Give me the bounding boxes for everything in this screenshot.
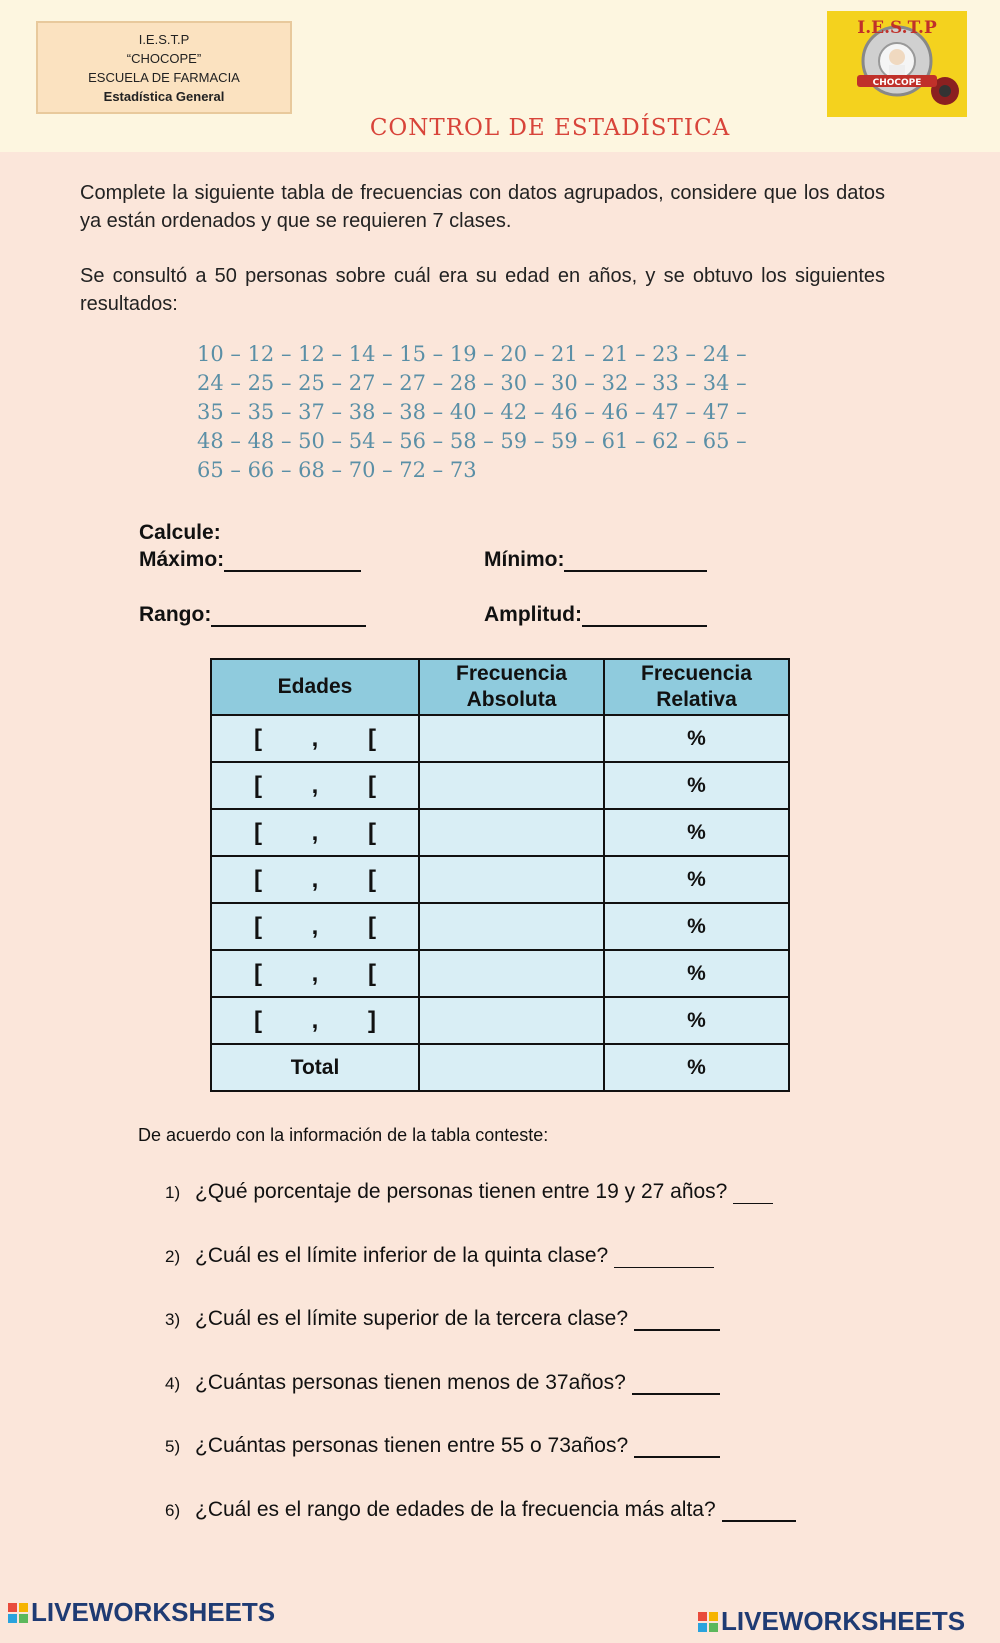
liveworksheets-brand-right: [698, 1606, 965, 1637]
interval-sep: ,: [311, 912, 319, 940]
interval-open: [: [254, 865, 262, 893]
question-number: 6): [165, 1501, 181, 1520]
interval-open: [: [254, 1006, 262, 1034]
question-text: ¿Cuál es el límite superior de la tercera clase?: [195, 1307, 629, 1330]
interval-cell[interactable]: [211, 856, 419, 903]
absolute-frequency-cell[interactable]: [419, 715, 604, 762]
school-line: “CHOCOPE”: [126, 51, 202, 66]
max-field: [139, 548, 361, 572]
brand-text: LIVEWORKSHEETS: [31, 1597, 276, 1627]
question-number: 1): [165, 1183, 181, 1202]
table-row: [211, 997, 789, 1044]
interval-cell[interactable]: [211, 715, 419, 762]
data-line: 48 – 48 – 50 – 54 – 56 – 58 – 59 – 59 – 61 – 62 – 65 –: [197, 429, 747, 453]
interval-close: [: [367, 818, 376, 846]
interval-cell[interactable]: [211, 762, 419, 809]
document-title: CONTROL DE ESTADÍSTICA: [369, 115, 731, 141]
total-label: Total: [211, 1044, 419, 1091]
answer-blank[interactable]: [722, 1500, 796, 1522]
relative-frequency-cell[interactable]: %: [604, 715, 789, 762]
question-text: ¿Cuál es el rango de edades de la frecuencia más alta?: [195, 1498, 716, 1521]
question-3: [165, 1307, 720, 1331]
interval-cell[interactable]: [211, 997, 419, 1044]
interval-close: [: [367, 865, 376, 893]
data-line: 24 – 25 – 25 – 27 – 27 – 28 – 30 – 30 – 32 – 33 – 34 –: [197, 371, 747, 395]
absolute-frequency-cell[interactable]: [419, 856, 604, 903]
interval-open: [: [254, 818, 262, 846]
question-5: [165, 1434, 720, 1458]
table-row: [211, 762, 789, 809]
range-answer-blank[interactable]: [211, 605, 366, 627]
table-row: [211, 809, 789, 856]
school-line: Estadística General: [103, 89, 225, 104]
question-number: 3): [165, 1310, 181, 1329]
interval-close: ]: [367, 1006, 376, 1034]
interval-sep: ,: [311, 771, 319, 799]
school-line: ESCUELA DE FARMACIA: [88, 70, 240, 85]
school-info-box: [36, 21, 292, 114]
liveworksheets-icon: [698, 1612, 718, 1632]
total-relative-cell[interactable]: %: [604, 1044, 789, 1091]
interval-open: [: [254, 959, 262, 987]
relative-frequency-cell[interactable]: %: [604, 997, 789, 1044]
relative-frequency-cell[interactable]: %: [604, 762, 789, 809]
table-header-row: [211, 659, 789, 715]
data-line: 35 – 35 – 37 – 38 – 38 – 40 – 42 – 46 – 46 – 47 – 47 –: [197, 400, 747, 424]
liveworksheets-icon: [8, 1603, 28, 1623]
table-row: [211, 856, 789, 903]
range-field: [139, 603, 366, 627]
data-line: 10 – 12 – 12 – 14 – 15 – 19 – 20 – 21 – 21 – 23 – 24 –: [197, 342, 747, 366]
question-2: [165, 1244, 714, 1268]
absolute-frequency-cell[interactable]: [419, 997, 604, 1044]
question-number: 4): [165, 1374, 181, 1393]
interval-sep: ,: [311, 724, 319, 752]
interval-close: [: [367, 959, 376, 987]
interval-sep: ,: [311, 818, 319, 846]
question-number: 5): [165, 1437, 181, 1456]
data-line: 65 – 66 – 68 – 70 – 72 – 73: [197, 458, 477, 482]
table-row: [211, 715, 789, 762]
question-1: [165, 1180, 773, 1204]
absolute-frequency-cell[interactable]: [419, 903, 604, 950]
answer-blank[interactable]: [733, 1183, 773, 1204]
question-text: ¿Cuántas personas tienen menos de 37años?: [195, 1371, 626, 1394]
interval-open: [: [254, 912, 262, 940]
max-answer-blank[interactable]: [224, 550, 361, 572]
logo-top-text: I.E.S.T.P: [857, 18, 937, 38]
instructions: De acuerdo con la información de la tabla conteste:: [138, 1125, 549, 1145]
answer-blank[interactable]: [634, 1436, 720, 1458]
interval-cell[interactable]: [211, 903, 419, 950]
question-number: 2): [165, 1247, 181, 1266]
min-label: Mínimo:: [484, 548, 565, 571]
amplitude-label: Amplitud:: [484, 603, 582, 626]
answer-blank[interactable]: [632, 1373, 720, 1395]
interval-sep: ,: [311, 1006, 319, 1034]
relative-frequency-cell[interactable]: %: [604, 856, 789, 903]
school-line: I.E.S.T.P: [138, 32, 190, 47]
brand-text: LIVEWORKSHEETS: [721, 1606, 966, 1636]
interval-close: [: [367, 771, 376, 799]
table-total-row: [211, 1044, 789, 1091]
header-frecuencia-absoluta: Frecuencia Absoluta: [419, 659, 604, 715]
intro-paragraph-2: Se consultó a 50 personas sobre cuál era su edad en años, y se obtuvo los siguientes resultados:: [80, 265, 885, 315]
answer-blank[interactable]: [614, 1247, 714, 1268]
logo-banner-text: CHOCOPE: [872, 78, 922, 88]
interval-close: [: [367, 912, 376, 940]
absolute-frequency-cell[interactable]: [419, 762, 604, 809]
interval-cell[interactable]: [211, 809, 419, 856]
interval-close: [: [367, 724, 376, 752]
intro-paragraph-1: Complete la siguiente tabla de frecuencias con datos agrupados, considere que los datos ya están ordenados y que se requieren 7 clases.: [80, 182, 885, 232]
interval-open: [: [254, 724, 262, 752]
absolute-frequency-cell[interactable]: [419, 809, 604, 856]
absolute-frequency-cell[interactable]: [419, 950, 604, 997]
table-row: [211, 950, 789, 997]
table-row: [211, 903, 789, 950]
question-text: ¿Qué porcentaje de personas tienen entre 19 y 27 años?: [195, 1180, 728, 1203]
interval-open: [: [254, 771, 262, 799]
question-4: [165, 1371, 720, 1395]
question-text: ¿Cuál es el límite inferior de la quinta clase?: [195, 1244, 609, 1267]
frequency-table: [210, 658, 790, 1092]
relative-frequency-cell[interactable]: %: [604, 950, 789, 997]
relative-frequency-cell[interactable]: %: [604, 809, 789, 856]
min-field: [484, 548, 707, 572]
min-answer-blank[interactable]: [564, 550, 707, 572]
answer-blank[interactable]: [634, 1309, 720, 1331]
relative-frequency-cell[interactable]: %: [604, 903, 789, 950]
header-frecuencia-relativa: Frecuencia Relativa: [604, 659, 789, 715]
total-absolute-cell[interactable]: [419, 1044, 604, 1091]
interval-cell[interactable]: [211, 950, 419, 997]
question-text: ¿Cuántas personas tienen entre 55 o 73años?: [195, 1434, 629, 1457]
amplitude-answer-blank[interactable]: [582, 605, 707, 627]
amplitude-field: [484, 603, 707, 627]
institute-logo: [827, 11, 967, 117]
interval-sep: ,: [311, 959, 319, 987]
interval-sep: ,: [311, 865, 319, 893]
question-6: [165, 1498, 796, 1522]
liveworksheets-brand-left: [8, 1597, 275, 1628]
data-values: [197, 340, 837, 485]
max-label: Máximo:: [139, 548, 225, 571]
range-label: Rango:: [139, 603, 212, 626]
header-edades: Edades: [211, 659, 419, 715]
calc-heading: Calcule:: [139, 521, 221, 544]
